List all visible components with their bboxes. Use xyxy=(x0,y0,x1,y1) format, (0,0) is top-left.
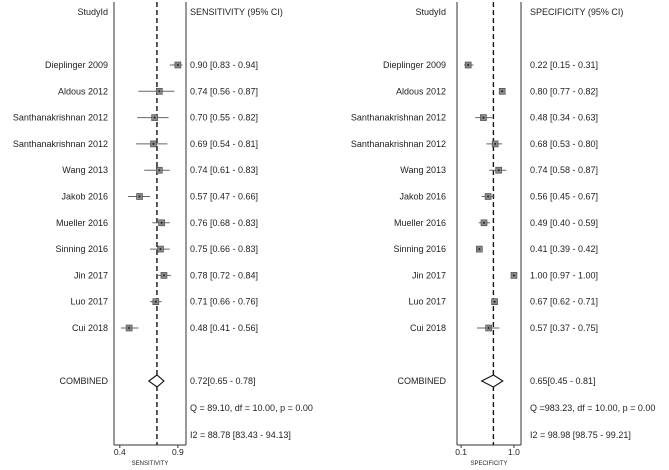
study-label: Santhanakrishnan 2012 xyxy=(12,138,108,149)
study-ci-value: 0.41 [0.39 - 0.42] xyxy=(530,244,599,255)
study-estimate-dot xyxy=(487,196,489,198)
study-ci-value: 0.57 [0.37 - 0.75] xyxy=(530,323,599,333)
study-estimate-dot xyxy=(158,169,160,171)
heterogeneity-i2-statistic: I2 = 98.98 [98.75 - 99.21] xyxy=(530,430,631,440)
study-estimate-dot xyxy=(467,64,469,66)
study-estimate-dot xyxy=(513,274,515,276)
study-label: Luo 2017 xyxy=(70,296,108,307)
study-ci-value: 0.68 [0.53 - 0.80] xyxy=(530,138,599,149)
combined-ci-value: 0.65[0.45 - 0.81] xyxy=(530,376,596,386)
study-column-header: StudyId xyxy=(77,7,108,17)
study-ci-value: 0.90 [0.83 - 0.94] xyxy=(190,60,259,70)
x-tick-label: 1.0 xyxy=(508,447,520,457)
study-ci-value: 0.76 [0.68 - 0.83] xyxy=(190,217,259,228)
heterogeneity-q-statistic: Q =983.23, df = 10.00, p = 0.00 xyxy=(530,403,656,413)
study-label: Jakob 2016 xyxy=(399,191,446,202)
study-ci-value: 0.48 [0.34 - 0.63] xyxy=(530,112,599,123)
forest-panel-sensitivity xyxy=(13,2,313,467)
study-ci-value: 0.67 [0.62 - 0.71] xyxy=(530,296,599,307)
study-estimate-dot xyxy=(494,301,496,303)
study-ci-value: 0.74 [0.58 - 0.87] xyxy=(530,165,599,176)
forest-panel-specificity xyxy=(351,2,655,467)
x-tick-label: 0.1 xyxy=(455,447,468,457)
combined-estimate-diamond xyxy=(149,375,164,387)
study-estimate-dot xyxy=(159,248,161,250)
study-label: Dieplinger 2009 xyxy=(44,60,108,70)
study-label: Sinning 2016 xyxy=(55,244,108,255)
heterogeneity-i2-statistic: I2 = 88.78 [83.43 - 94.13] xyxy=(190,430,291,440)
study-estimate-dot xyxy=(163,274,165,276)
study-estimate-dot xyxy=(177,64,179,66)
study-ci-value: 0.22 [0.15 - 0.31] xyxy=(530,60,599,70)
study-estimate-dot xyxy=(501,90,503,92)
study-label: Jin 2017 xyxy=(411,270,446,281)
study-label: Santhanakrishnan 2012 xyxy=(350,112,446,123)
study-label: Jakob 2016 xyxy=(61,191,108,202)
study-label: Cui 2018 xyxy=(71,323,108,333)
study-label: Jin 2017 xyxy=(73,270,108,281)
study-label: Santhanakrishnan 2012 xyxy=(12,112,108,123)
study-ci-value: 0.49 [0.40 - 0.59] xyxy=(530,217,599,228)
ci-column-header: SENSITIVITY (95% CI) xyxy=(190,7,283,17)
study-ci-value: 0.74 [0.61 - 0.83] xyxy=(190,165,259,176)
study-ci-value: 0.57 [0.47 - 0.66] xyxy=(190,191,259,202)
study-estimate-dot xyxy=(155,301,157,303)
heterogeneity-q-statistic: Q = 89.10, df = 10.00, p = 0.00 xyxy=(190,403,313,413)
study-label: Aldous 2012 xyxy=(395,86,446,97)
study-ci-value: 0.70 [0.55 - 0.82] xyxy=(190,112,259,123)
study-ci-value: 0.80 [0.77 - 0.82] xyxy=(530,86,599,97)
study-ci-value: 0.78 [0.72 - 0.84] xyxy=(190,270,259,281)
x-tick-label: 0.4 xyxy=(113,447,126,457)
study-estimate-dot xyxy=(158,90,160,92)
study-label: Dieplinger 2009 xyxy=(382,60,446,70)
study-estimate-dot xyxy=(494,143,496,145)
study-estimate-dot xyxy=(161,222,163,224)
study-label: Mueller 2016 xyxy=(393,217,446,228)
study-label: Aldous 2012 xyxy=(57,86,108,97)
study-label: Wang 2013 xyxy=(62,165,108,176)
study-column-header: StudyId xyxy=(415,7,446,17)
combined-label: COMBINED xyxy=(397,376,446,386)
x-axis-title: SPECIFICITY xyxy=(470,461,508,467)
study-estimate-dot xyxy=(128,327,130,329)
study-label: Luo 2017 xyxy=(408,296,446,307)
combined-label: COMBINED xyxy=(59,376,108,386)
study-ci-value: 0.69 [0.54 - 0.81] xyxy=(190,138,259,149)
ci-column-header: SPECIFICITY (95% CI) xyxy=(530,7,624,17)
study-ci-value: 1.00 [0.97 - 1.00] xyxy=(530,270,599,281)
study-ci-value: 0.48 [0.41 - 0.56] xyxy=(190,323,259,333)
study-ci-value: 0.75 [0.66 - 0.83] xyxy=(190,244,259,255)
study-label: Cui 2018 xyxy=(409,323,446,333)
study-label: Sinning 2016 xyxy=(393,244,446,255)
study-ci-value: 0.71 [0.66 - 0.76] xyxy=(190,296,259,307)
study-estimate-dot xyxy=(139,196,141,198)
x-tick-label: 0.9 xyxy=(171,447,184,457)
x-axis-title: SENSITIVITY xyxy=(131,461,169,467)
study-estimate-dot xyxy=(483,222,485,224)
study-label: Mueller 2016 xyxy=(55,217,108,228)
study-label: Santhanakrishnan 2012 xyxy=(350,138,446,149)
combined-estimate-diamond xyxy=(482,375,503,387)
study-ci-value: 0.74 [0.56 - 0.87] xyxy=(190,86,259,97)
study-estimate-dot xyxy=(498,169,500,171)
study-label: Wang 2013 xyxy=(400,165,446,176)
study-estimate-dot xyxy=(482,117,484,119)
study-estimate-dot xyxy=(154,117,156,119)
study-estimate-dot xyxy=(152,143,154,145)
study-estimate-dot xyxy=(488,327,490,329)
combined-ci-value: 0.72[0.65 - 0.78] xyxy=(190,376,256,386)
study-estimate-dot xyxy=(478,248,480,250)
study-ci-value: 0.56 [0.45 - 0.67] xyxy=(530,191,599,202)
